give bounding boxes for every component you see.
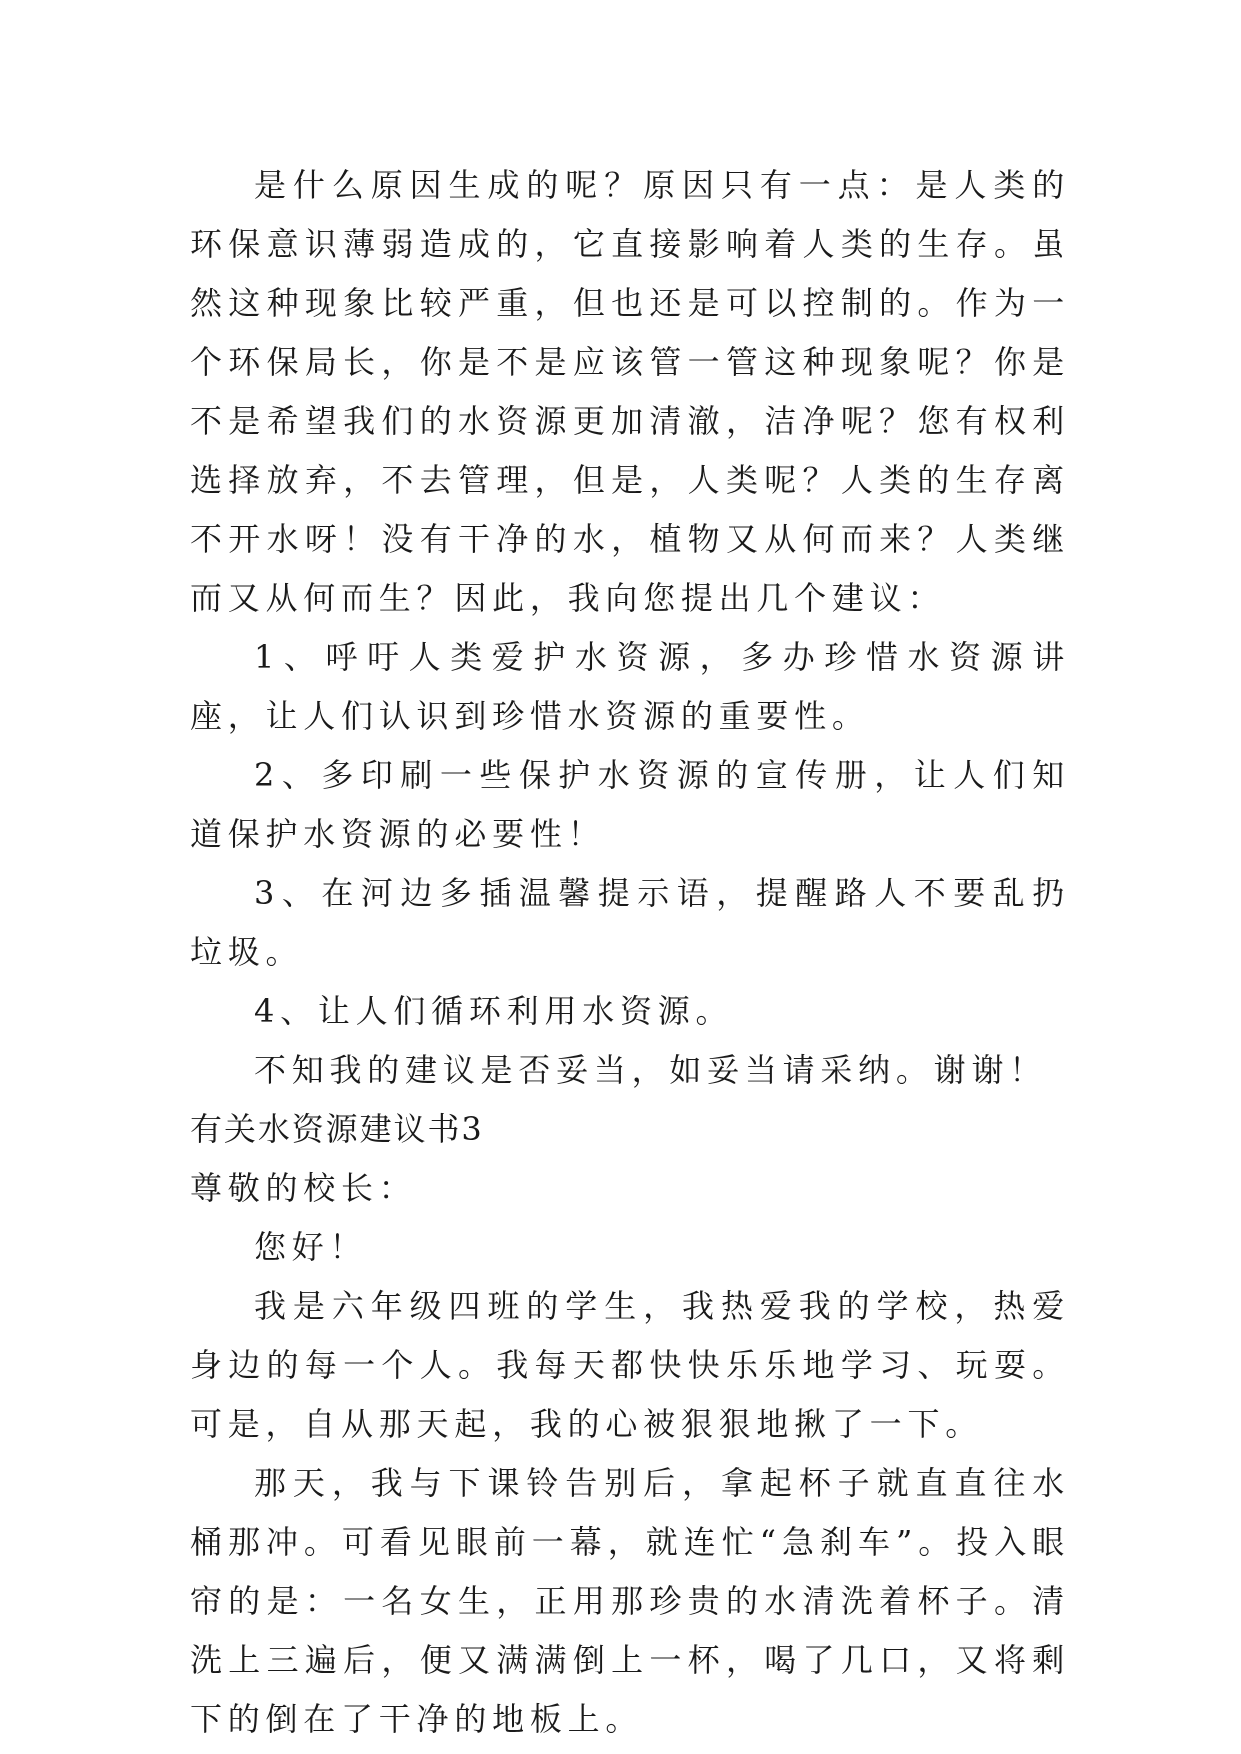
suggestion-2: 2、多印刷一些保护水资源的宣传册，让人们知道保护水资源的必要性！ <box>190 756 1070 853</box>
suggestion-3: 3、在河边多插温馨提示语，提醒路人不要乱扔垃圾。 <box>190 874 1070 971</box>
salutation: 尊敬的校长： <box>190 1169 417 1207</box>
suggestion-4: 4、让人们循环利用水资源。 <box>254 992 734 1030</box>
paragraph-causes: 是什么原因生成的呢？原因只有一点：是人类的环保意识薄弱造成的，它直接影响着人类的生存。虽然这种现象比较严重，但也还是可以控制的。作为一个环保局长，你是不是应该管一管这种现象呢？你是不是希望我们的水资源更加清澈，洁净呢？您有权利选择放弃，不去管理，但是，人类呢？人类的生存离不开水呀！没有干净的水，植物又从何而来？人类继而又从何而生？因此，我向您提出几个建议： <box>190 166 1070 617</box>
section-title: 有关水资源建议书3 <box>190 1110 484 1148</box>
suggestion-1: 1、呼吁人类爱护水资源，多办珍惜水资源讲座，让人们认识到珍惜水资源的重要性。 <box>190 638 1070 735</box>
closing-line: 不知我的建议是否妥当，如妥当请采纳。谢谢！ <box>254 1051 1047 1089</box>
document-body <box>190 156 1070 1749</box>
paragraph-intro: 我是六年级四班的学生，我热爱我的学校，热爱身边的每一个人。我每天都快快乐乐地学习、玩耍。可是，自从那天起，我的心被狠狠地揪了一下。 <box>190 1287 1070 1443</box>
paragraph-story: 那天，我与下课铃告别后，拿起杯子就直直往水桶那冲。可看见眼前一幕，就连忙“急刹车”。投入眼帘的是：一名女生，正用那珍贵的水清洗着杯子。清洗上三遍后，便又满满倒上一杯，喝了几口，又将剩下的倒在了干净的地板上。 <box>190 1464 1070 1738</box>
greeting: 您好！ <box>254 1228 368 1266</box>
